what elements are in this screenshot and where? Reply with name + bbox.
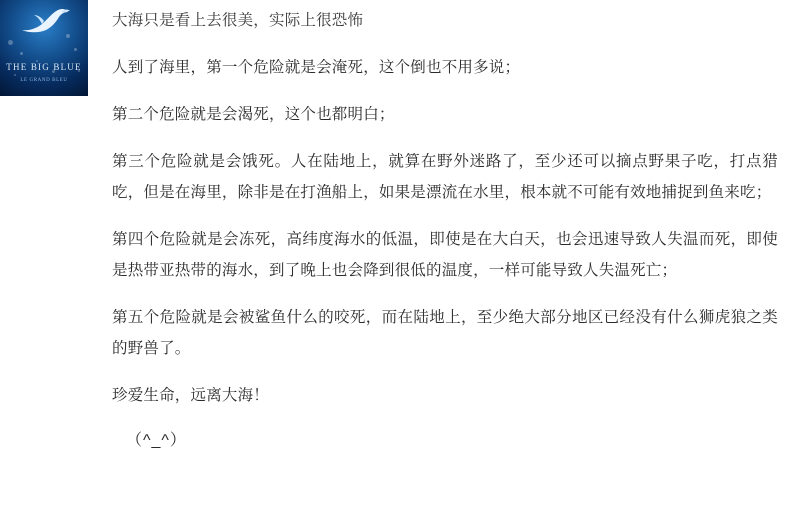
article-body <box>112 0 778 514</box>
article-paragraph: 第四个危险就是会冻死，高纬度海水的低温，即使是在大白天，也会迅速导致人失温而死，即使是热带亚热带的海水，到了晚上也会降到很低的温度，一样可能导致人失温死亡； <box>112 231 778 279</box>
article-paragraph: 第三个危险就是会饿死。人在陆地上，就算在野外迷路了，至少还可以摘点野果子吃，打点猎吃，但是在海里，除非是在打渔船上，如果是漂流在水里，根本就不可能有效地捕捉到鱼来吃； <box>112 153 778 201</box>
article-headline: 大海只是看上去很美，实际上很恐怖 <box>112 12 364 29</box>
article-paragraph: 珍爱生命，远离大海！ <box>112 387 270 404</box>
article-paragraph: 人到了海里，第一个危险就是会淹死，这个倒也不用多说； <box>112 59 521 76</box>
poster-subtitle: LE GRAND BLEU <box>20 78 68 83</box>
movie-poster-thumbnail <box>0 0 88 96</box>
article-paragraph: 第五个危险就是会被鲨鱼什么的咬死，而在陆地上，至少绝大部分地区已经没有什么狮虎狼之类的野兽了。 <box>112 309 778 357</box>
dolphin-icon <box>18 6 70 36</box>
left-rail <box>0 0 92 514</box>
article-paragraph: 第二个危险就是会渴死，这个也都明白； <box>112 106 395 123</box>
bottom-margin <box>0 506 800 514</box>
poster-title: THE BIG BLUE <box>6 62 82 72</box>
right-margin <box>778 0 800 514</box>
article-emoticon: （^_^） <box>126 432 187 449</box>
